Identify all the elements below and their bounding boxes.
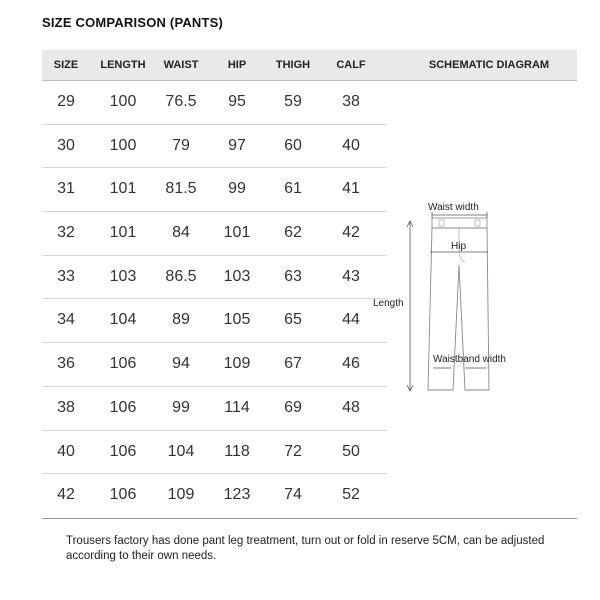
cell-length: 103	[109, 267, 137, 285]
cell-calf: 43	[342, 267, 360, 285]
cell-hip: 118	[224, 442, 250, 460]
cell-length: 100	[109, 93, 137, 110]
table-row	[42, 431, 387, 475]
header-length: LENGTH	[100, 59, 146, 71]
cell-calf: 48	[342, 398, 360, 416]
cell-thigh: 60	[284, 136, 302, 154]
cell-length: 106	[109, 486, 137, 504]
cell-waist: 76.5	[165, 93, 197, 110]
cell-hip: 97	[228, 136, 246, 154]
page-title: SIZE COMPARISON (PANTS)	[42, 15, 224, 30]
header-schematic-diagram: SCHEMATIC DIAGRAM	[428, 59, 550, 71]
cell-waist: 104	[167, 442, 195, 460]
header-thigh: THIGH	[275, 59, 311, 71]
cell-size: 42	[57, 486, 75, 504]
table-row	[42, 299, 387, 343]
cell-hip: 99	[228, 180, 246, 198]
cell-size: 29	[57, 93, 75, 110]
cell-thigh: 72	[284, 442, 302, 460]
table-row	[42, 212, 387, 256]
header-calf: CALF	[336, 59, 366, 71]
label-length: Length	[373, 298, 404, 309]
cell-calf: 52	[342, 486, 360, 504]
cell-hip: 109	[223, 355, 251, 373]
cell-length: 101	[109, 180, 137, 198]
cell-calf: 38	[342, 93, 360, 110]
header-hip: HIP	[227, 59, 247, 71]
table-row	[42, 474, 387, 517]
cell-size: 40	[57, 442, 75, 460]
cell-calf: 46	[342, 355, 360, 373]
cell-hip: 101	[223, 224, 251, 242]
table-row	[42, 256, 387, 300]
cell-size: 30	[57, 136, 75, 154]
cell-length: 100	[109, 136, 137, 154]
cell-waist: 109	[167, 486, 195, 504]
cell-size: 31	[57, 180, 75, 198]
cell-hip: 103	[223, 267, 251, 285]
cell-thigh: 65	[284, 311, 302, 329]
label-hip: Hip	[451, 241, 467, 252]
cell-hip: 105	[223, 311, 251, 329]
table-row	[42, 387, 387, 431]
footnote: Trousers factory has done pant leg treatment, turn out or fold in reserve 5CM, can be adjusted according to their own needs.	[66, 535, 545, 562]
cell-size: 33	[57, 267, 75, 285]
cell-thigh: 59	[284, 93, 302, 110]
cell-thigh: 67	[284, 355, 302, 373]
cell-thigh: 62	[284, 224, 302, 242]
header-size: SIZE	[53, 59, 79, 71]
cell-thigh: 74	[284, 486, 302, 504]
table-header	[42, 50, 577, 81]
cell-calf: 50	[342, 442, 360, 460]
cell-waist: 94	[172, 355, 190, 373]
table-row	[42, 168, 387, 212]
header-waist: WAIST	[163, 59, 199, 71]
cell-waist: 89	[172, 311, 190, 329]
cell-length: 104	[109, 311, 137, 329]
table-row	[42, 343, 387, 387]
cell-size: 32	[57, 224, 75, 242]
cell-waist: 84	[172, 224, 190, 242]
cell-waist: 81.5	[165, 180, 197, 198]
size-table-body	[42, 81, 387, 517]
cell-calf: 44	[342, 311, 360, 329]
label-waist-width: Waist width	[428, 202, 479, 213]
cell-waist: 99	[172, 398, 190, 416]
cell-thigh: 61	[284, 180, 302, 198]
cell-size: 36	[57, 355, 75, 373]
table-row	[42, 81, 387, 125]
cell-thigh: 69	[284, 398, 302, 416]
table-row	[42, 125, 387, 169]
cell-calf: 42	[342, 224, 360, 242]
cell-waist: 79	[172, 136, 190, 154]
cell-size: 34	[57, 311, 75, 329]
cell-hip: 123	[223, 486, 251, 504]
cell-hip: 114	[224, 398, 250, 416]
pants-schematic-diagram	[365, 190, 585, 410]
cell-length: 101	[109, 224, 137, 242]
cell-length: 106	[109, 398, 137, 416]
cell-waist: 86.5	[165, 267, 197, 285]
cell-length: 106	[109, 442, 137, 460]
cell-thigh: 63	[284, 267, 302, 285]
cell-hip: 95	[228, 93, 246, 110]
cell-calf: 41	[342, 180, 360, 198]
label-waistband-width: Waistband width	[433, 354, 506, 365]
cell-size: 38	[57, 398, 75, 416]
table-bottom-divider	[42, 518, 577, 519]
cell-length: 106	[109, 355, 137, 373]
cell-calf: 40	[342, 136, 360, 154]
